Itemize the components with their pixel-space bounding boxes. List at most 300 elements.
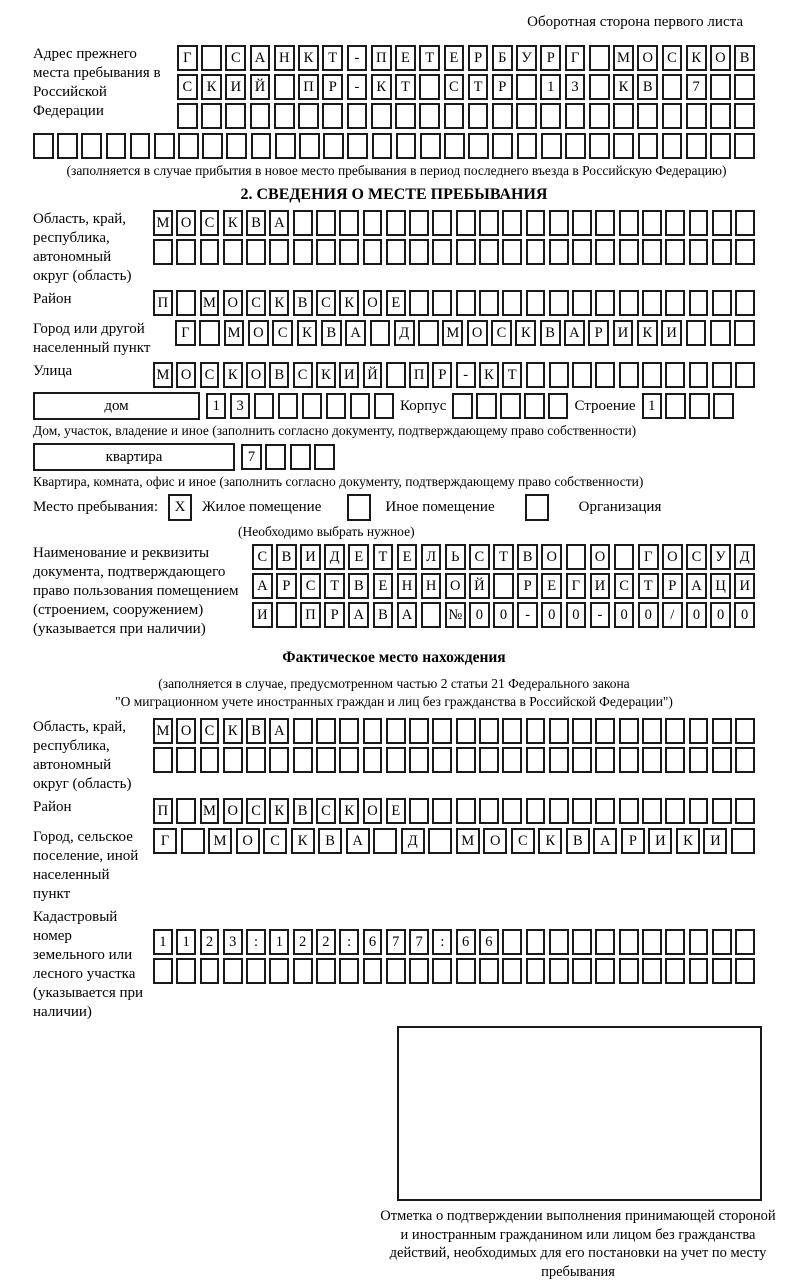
char-cell[interactable]: Т bbox=[373, 544, 394, 570]
char-cell[interactable] bbox=[619, 290, 639, 316]
char-cell[interactable] bbox=[176, 747, 196, 773]
char-cell[interactable] bbox=[33, 133, 54, 159]
char-cell[interactable] bbox=[712, 362, 732, 388]
char-cell[interactable] bbox=[386, 239, 406, 265]
char-cell[interactable]: О bbox=[363, 290, 383, 316]
char-cell[interactable] bbox=[274, 74, 295, 100]
char-cell[interactable]: П bbox=[409, 362, 429, 388]
char-cell[interactable]: Е bbox=[395, 45, 416, 71]
char-cell[interactable]: Е bbox=[541, 573, 562, 599]
char-cell[interactable] bbox=[479, 747, 499, 773]
char-cell[interactable] bbox=[421, 602, 442, 628]
char-cell[interactable] bbox=[293, 718, 313, 744]
char-cell[interactable] bbox=[619, 929, 639, 955]
char-cell[interactable] bbox=[251, 133, 272, 159]
stay-type-checkbox-organization[interactable] bbox=[525, 494, 549, 521]
char-cell[interactable] bbox=[432, 290, 452, 316]
char-cell[interactable] bbox=[595, 958, 615, 984]
char-cell[interactable]: М bbox=[208, 828, 232, 854]
char-cell[interactable] bbox=[689, 929, 709, 955]
char-cell[interactable] bbox=[293, 239, 313, 265]
char-cell[interactable] bbox=[225, 103, 246, 129]
char-cell[interactable] bbox=[619, 747, 639, 773]
char-cell[interactable] bbox=[712, 958, 732, 984]
char-cell[interactable] bbox=[419, 74, 440, 100]
char-cell[interactable]: : bbox=[339, 929, 359, 955]
char-cell[interactable]: В bbox=[540, 320, 561, 346]
char-cell[interactable] bbox=[549, 958, 569, 984]
char-cell[interactable] bbox=[500, 393, 520, 419]
char-cell[interactable] bbox=[642, 929, 662, 955]
char-cell[interactable] bbox=[374, 393, 394, 419]
char-cell[interactable] bbox=[106, 133, 127, 159]
char-cell[interactable]: С bbox=[300, 573, 321, 599]
char-cell[interactable]: Т bbox=[395, 74, 416, 100]
char-cell[interactable]: И bbox=[300, 544, 321, 570]
char-cell[interactable]: С bbox=[316, 798, 336, 824]
char-cell[interactable]: Р bbox=[324, 602, 345, 628]
char-cell[interactable]: 1 bbox=[153, 929, 173, 955]
char-cell[interactable] bbox=[572, 290, 592, 316]
char-cell[interactable] bbox=[549, 718, 569, 744]
char-cell[interactable]: О bbox=[363, 798, 383, 824]
char-cell[interactable] bbox=[479, 718, 499, 744]
char-cell[interactable] bbox=[665, 958, 685, 984]
char-cell[interactable]: О bbox=[223, 798, 243, 824]
char-cell[interactable] bbox=[689, 290, 709, 316]
char-cell[interactable] bbox=[549, 362, 569, 388]
char-cell[interactable] bbox=[735, 210, 755, 236]
char-cell[interactable]: А bbox=[348, 602, 369, 628]
char-cell[interactable] bbox=[638, 133, 659, 159]
char-cell[interactable]: Т bbox=[502, 362, 522, 388]
char-cell[interactable]: В bbox=[566, 828, 590, 854]
char-cell[interactable] bbox=[516, 103, 537, 129]
char-cell[interactable]: 2 bbox=[293, 929, 313, 955]
char-cell[interactable] bbox=[524, 393, 544, 419]
char-cell[interactable] bbox=[432, 958, 452, 984]
char-cell[interactable]: 3 bbox=[565, 74, 586, 100]
char-cell[interactable]: К bbox=[223, 718, 243, 744]
char-cell[interactable]: С bbox=[177, 74, 198, 100]
char-cell[interactable]: 7 bbox=[686, 74, 707, 100]
char-cell[interactable] bbox=[226, 133, 247, 159]
char-cell[interactable] bbox=[479, 290, 499, 316]
char-cell[interactable] bbox=[363, 210, 383, 236]
char-cell[interactable] bbox=[595, 798, 615, 824]
char-cell[interactable]: Е bbox=[348, 544, 369, 570]
char-cell[interactable]: М bbox=[200, 290, 220, 316]
char-cell[interactable]: А bbox=[269, 210, 289, 236]
char-cell[interactable]: К bbox=[269, 290, 289, 316]
char-cell[interactable] bbox=[735, 718, 755, 744]
char-cell[interactable] bbox=[316, 718, 336, 744]
char-cell[interactable] bbox=[181, 828, 205, 854]
char-cell[interactable] bbox=[710, 133, 731, 159]
char-cell[interactable] bbox=[269, 239, 289, 265]
char-cell[interactable]: Е bbox=[386, 290, 406, 316]
char-cell[interactable] bbox=[665, 929, 685, 955]
char-cell[interactable]: И bbox=[703, 828, 727, 854]
char-cell[interactable] bbox=[734, 133, 755, 159]
char-cell[interactable]: К bbox=[515, 320, 536, 346]
char-cell[interactable] bbox=[200, 958, 220, 984]
char-cell[interactable] bbox=[689, 362, 709, 388]
char-cell[interactable] bbox=[452, 393, 472, 419]
char-cell[interactable] bbox=[595, 210, 615, 236]
char-cell[interactable] bbox=[371, 103, 392, 129]
char-cell[interactable]: П bbox=[298, 74, 319, 100]
char-cell[interactable] bbox=[293, 747, 313, 773]
char-cell[interactable]: Т bbox=[638, 573, 659, 599]
char-cell[interactable] bbox=[254, 393, 274, 419]
char-cell[interactable]: В bbox=[734, 45, 755, 71]
char-cell[interactable] bbox=[456, 290, 476, 316]
char-cell[interactable]: С bbox=[444, 74, 465, 100]
char-cell[interactable]: - bbox=[347, 74, 368, 100]
char-cell[interactable]: О bbox=[248, 320, 269, 346]
char-cell[interactable]: 0 bbox=[541, 602, 562, 628]
char-cell[interactable] bbox=[265, 444, 286, 470]
char-cell[interactable]: Й bbox=[363, 362, 383, 388]
char-cell[interactable] bbox=[386, 718, 406, 744]
char-cell[interactable]: К bbox=[479, 362, 499, 388]
char-cell[interactable] bbox=[298, 103, 319, 129]
char-cell[interactable]: В bbox=[373, 602, 394, 628]
char-cell[interactable] bbox=[363, 747, 383, 773]
char-cell[interactable] bbox=[176, 290, 196, 316]
char-cell[interactable] bbox=[316, 958, 336, 984]
char-cell[interactable] bbox=[526, 958, 546, 984]
char-cell[interactable]: О bbox=[176, 362, 196, 388]
char-cell[interactable] bbox=[595, 718, 615, 744]
char-cell[interactable] bbox=[619, 239, 639, 265]
char-cell[interactable]: М bbox=[456, 828, 480, 854]
char-cell[interactable] bbox=[293, 958, 313, 984]
char-cell[interactable]: А bbox=[593, 828, 617, 854]
char-cell[interactable]: И bbox=[734, 573, 755, 599]
char-cell[interactable] bbox=[409, 239, 429, 265]
char-cell[interactable] bbox=[177, 103, 198, 129]
char-cell[interactable]: С bbox=[511, 828, 535, 854]
char-cell[interactable] bbox=[502, 718, 522, 744]
char-cell[interactable] bbox=[662, 74, 683, 100]
char-cell[interactable]: 3 bbox=[223, 929, 243, 955]
char-cell[interactable] bbox=[642, 239, 662, 265]
char-cell[interactable]: К bbox=[538, 828, 562, 854]
char-cell[interactable] bbox=[502, 290, 522, 316]
char-cell[interactable]: В bbox=[276, 544, 297, 570]
char-cell[interactable]: Е bbox=[373, 573, 394, 599]
char-cell[interactable]: Г bbox=[638, 544, 659, 570]
char-cell[interactable]: И bbox=[661, 320, 682, 346]
char-cell[interactable] bbox=[712, 798, 732, 824]
char-cell[interactable]: С bbox=[200, 210, 220, 236]
char-cell[interactable] bbox=[619, 798, 639, 824]
char-cell[interactable]: К bbox=[223, 210, 243, 236]
char-cell[interactable]: И bbox=[648, 828, 672, 854]
char-cell[interactable] bbox=[712, 929, 732, 955]
char-cell[interactable]: В bbox=[269, 362, 289, 388]
char-cell[interactable]: М bbox=[613, 45, 634, 71]
char-cell[interactable] bbox=[689, 747, 709, 773]
char-cell[interactable] bbox=[176, 958, 196, 984]
char-cell[interactable] bbox=[549, 747, 569, 773]
char-cell[interactable]: Т bbox=[324, 573, 345, 599]
char-cell[interactable] bbox=[409, 718, 429, 744]
char-cell[interactable]: 3 bbox=[230, 393, 250, 419]
char-cell[interactable]: С bbox=[686, 544, 707, 570]
char-cell[interactable]: 7 bbox=[241, 444, 262, 470]
char-cell[interactable]: 0 bbox=[734, 602, 755, 628]
char-cell[interactable] bbox=[386, 958, 406, 984]
char-cell[interactable]: И bbox=[339, 362, 359, 388]
char-cell[interactable]: С bbox=[316, 290, 336, 316]
char-cell[interactable] bbox=[409, 210, 429, 236]
char-cell[interactable] bbox=[572, 718, 592, 744]
stay-type-checkbox-other-premises[interactable] bbox=[347, 494, 371, 521]
char-cell[interactable]: М bbox=[153, 210, 173, 236]
char-cell[interactable]: Р bbox=[492, 74, 513, 100]
char-cell[interactable] bbox=[409, 798, 429, 824]
char-cell[interactable]: М bbox=[200, 798, 220, 824]
char-cell[interactable] bbox=[386, 747, 406, 773]
char-cell[interactable] bbox=[613, 103, 634, 129]
char-cell[interactable] bbox=[613, 133, 634, 159]
char-cell[interactable]: В bbox=[517, 544, 538, 570]
char-cell[interactable]: / bbox=[662, 602, 683, 628]
char-cell[interactable] bbox=[302, 393, 322, 419]
char-cell[interactable] bbox=[589, 74, 610, 100]
char-cell[interactable] bbox=[686, 133, 707, 159]
char-cell[interactable]: О bbox=[467, 320, 488, 346]
char-cell[interactable]: С bbox=[252, 544, 273, 570]
char-cell[interactable] bbox=[689, 718, 709, 744]
char-cell[interactable]: К bbox=[371, 74, 392, 100]
char-cell[interactable] bbox=[619, 718, 639, 744]
char-cell[interactable] bbox=[689, 958, 709, 984]
char-cell[interactable] bbox=[526, 290, 546, 316]
char-cell[interactable] bbox=[363, 958, 383, 984]
char-cell[interactable] bbox=[735, 239, 755, 265]
char-cell[interactable] bbox=[339, 958, 359, 984]
char-cell[interactable] bbox=[662, 133, 683, 159]
char-cell[interactable] bbox=[735, 290, 755, 316]
char-cell[interactable]: 0 bbox=[614, 602, 635, 628]
char-cell[interactable]: Т bbox=[419, 45, 440, 71]
char-cell[interactable] bbox=[734, 320, 755, 346]
char-cell[interactable]: 1 bbox=[642, 393, 662, 419]
char-cell[interactable]: 6 bbox=[456, 929, 476, 955]
char-cell[interactable] bbox=[710, 74, 731, 100]
char-cell[interactable] bbox=[735, 798, 755, 824]
char-cell[interactable] bbox=[456, 210, 476, 236]
char-cell[interactable] bbox=[176, 239, 196, 265]
char-cell[interactable] bbox=[686, 320, 707, 346]
char-cell[interactable]: В bbox=[318, 828, 342, 854]
char-cell[interactable]: И bbox=[590, 573, 611, 599]
char-cell[interactable] bbox=[516, 74, 537, 100]
char-cell[interactable] bbox=[642, 362, 662, 388]
char-cell[interactable]: А bbox=[397, 602, 418, 628]
char-cell[interactable]: М bbox=[224, 320, 245, 346]
char-cell[interactable] bbox=[526, 239, 546, 265]
char-cell[interactable] bbox=[409, 290, 429, 316]
char-cell[interactable]: П bbox=[371, 45, 392, 71]
char-cell[interactable]: Ь bbox=[445, 544, 466, 570]
char-cell[interactable] bbox=[200, 747, 220, 773]
char-cell[interactable]: Т bbox=[493, 544, 514, 570]
char-cell[interactable] bbox=[712, 239, 732, 265]
char-cell[interactable] bbox=[642, 290, 662, 316]
char-cell[interactable] bbox=[614, 544, 635, 570]
char-cell[interactable] bbox=[339, 239, 359, 265]
char-cell[interactable]: Е bbox=[444, 45, 465, 71]
stay-type-checkbox-residential[interactable]: X bbox=[168, 494, 192, 521]
char-cell[interactable] bbox=[250, 103, 271, 129]
char-cell[interactable] bbox=[314, 444, 335, 470]
char-cell[interactable]: М bbox=[153, 362, 173, 388]
char-cell[interactable] bbox=[326, 393, 346, 419]
char-cell[interactable] bbox=[479, 210, 499, 236]
char-cell[interactable]: С bbox=[272, 320, 293, 346]
char-cell[interactable]: М bbox=[442, 320, 463, 346]
char-cell[interactable]: М bbox=[153, 718, 173, 744]
char-cell[interactable] bbox=[572, 747, 592, 773]
char-cell[interactable]: - bbox=[590, 602, 611, 628]
char-cell[interactable] bbox=[595, 747, 615, 773]
char-cell[interactable]: Р bbox=[621, 828, 645, 854]
char-cell[interactable]: О bbox=[176, 210, 196, 236]
char-cell[interactable] bbox=[642, 798, 662, 824]
char-cell[interactable] bbox=[619, 958, 639, 984]
char-cell[interactable]: О bbox=[236, 828, 260, 854]
char-cell[interactable] bbox=[479, 958, 499, 984]
char-cell[interactable] bbox=[526, 362, 546, 388]
char-cell[interactable]: Р bbox=[432, 362, 452, 388]
char-cell[interactable] bbox=[526, 929, 546, 955]
char-cell[interactable] bbox=[420, 133, 441, 159]
char-cell[interactable] bbox=[456, 958, 476, 984]
char-cell[interactable] bbox=[502, 958, 522, 984]
char-cell[interactable] bbox=[502, 798, 522, 824]
char-cell[interactable] bbox=[372, 133, 393, 159]
char-cell[interactable]: Г bbox=[566, 573, 587, 599]
char-cell[interactable] bbox=[223, 747, 243, 773]
char-cell[interactable] bbox=[595, 290, 615, 316]
char-cell[interactable] bbox=[735, 362, 755, 388]
char-cell[interactable]: С bbox=[662, 45, 683, 71]
char-cell[interactable]: 0 bbox=[469, 602, 490, 628]
char-cell[interactable] bbox=[642, 210, 662, 236]
char-cell[interactable]: Н bbox=[274, 45, 295, 71]
char-cell[interactable]: Л bbox=[421, 544, 442, 570]
char-cell[interactable] bbox=[549, 290, 569, 316]
char-cell[interactable] bbox=[565, 133, 586, 159]
char-cell[interactable]: И bbox=[225, 74, 246, 100]
char-cell[interactable]: Р bbox=[588, 320, 609, 346]
char-cell[interactable]: 1 bbox=[269, 929, 289, 955]
char-cell[interactable] bbox=[444, 133, 465, 159]
char-cell[interactable] bbox=[735, 958, 755, 984]
char-cell[interactable] bbox=[290, 444, 311, 470]
char-cell[interactable] bbox=[456, 747, 476, 773]
char-cell[interactable] bbox=[713, 393, 733, 419]
char-cell[interactable] bbox=[386, 210, 406, 236]
char-cell[interactable]: 2 bbox=[200, 929, 220, 955]
char-cell[interactable] bbox=[432, 239, 452, 265]
char-cell[interactable] bbox=[154, 133, 175, 159]
char-cell[interactable]: № bbox=[445, 602, 466, 628]
char-cell[interactable]: А bbox=[250, 45, 271, 71]
char-cell[interactable] bbox=[735, 929, 755, 955]
char-cell[interactable] bbox=[246, 239, 266, 265]
char-cell[interactable] bbox=[386, 362, 406, 388]
char-cell[interactable]: : bbox=[246, 929, 266, 955]
char-cell[interactable] bbox=[396, 133, 417, 159]
char-cell[interactable] bbox=[130, 133, 151, 159]
char-cell[interactable]: Д bbox=[401, 828, 425, 854]
char-cell[interactable]: Р bbox=[276, 573, 297, 599]
char-cell[interactable]: О bbox=[445, 573, 466, 599]
char-cell[interactable]: К bbox=[316, 362, 336, 388]
char-cell[interactable] bbox=[712, 210, 732, 236]
char-cell[interactable] bbox=[419, 103, 440, 129]
char-cell[interactable]: К bbox=[269, 798, 289, 824]
char-cell[interactable] bbox=[428, 828, 452, 854]
char-cell[interactable]: К bbox=[201, 74, 222, 100]
char-cell[interactable] bbox=[278, 393, 298, 419]
char-cell[interactable]: Р bbox=[540, 45, 561, 71]
char-cell[interactable] bbox=[572, 239, 592, 265]
char-cell[interactable] bbox=[476, 393, 496, 419]
char-cell[interactable]: К bbox=[339, 798, 359, 824]
char-cell[interactable] bbox=[493, 573, 514, 599]
char-cell[interactable]: 6 bbox=[479, 929, 499, 955]
char-cell[interactable] bbox=[323, 133, 344, 159]
char-cell[interactable] bbox=[665, 290, 685, 316]
char-cell[interactable] bbox=[339, 718, 359, 744]
char-cell[interactable] bbox=[444, 103, 465, 129]
char-cell[interactable] bbox=[456, 798, 476, 824]
char-cell[interactable] bbox=[712, 290, 732, 316]
char-cell[interactable] bbox=[662, 103, 683, 129]
char-cell[interactable] bbox=[409, 747, 429, 773]
char-cell[interactable]: К bbox=[297, 320, 318, 346]
char-cell[interactable]: А bbox=[269, 718, 289, 744]
char-cell[interactable] bbox=[492, 133, 513, 159]
char-cell[interactable] bbox=[418, 320, 439, 346]
char-cell[interactable]: 7 bbox=[409, 929, 429, 955]
char-cell[interactable] bbox=[526, 747, 546, 773]
char-cell[interactable]: Й bbox=[469, 573, 490, 599]
char-cell[interactable] bbox=[432, 747, 452, 773]
char-cell[interactable]: К bbox=[676, 828, 700, 854]
char-cell[interactable] bbox=[502, 747, 522, 773]
char-cell[interactable] bbox=[665, 718, 685, 744]
char-cell[interactable] bbox=[595, 362, 615, 388]
char-cell[interactable]: 2 bbox=[316, 929, 336, 955]
char-cell[interactable]: С bbox=[200, 718, 220, 744]
char-cell[interactable] bbox=[665, 210, 685, 236]
char-cell[interactable]: 0 bbox=[638, 602, 659, 628]
char-cell[interactable]: Ц bbox=[710, 573, 731, 599]
char-cell[interactable] bbox=[502, 210, 522, 236]
char-cell[interactable] bbox=[363, 718, 383, 744]
char-cell[interactable] bbox=[81, 133, 102, 159]
char-cell[interactable]: К bbox=[223, 362, 243, 388]
char-cell[interactable] bbox=[176, 798, 196, 824]
